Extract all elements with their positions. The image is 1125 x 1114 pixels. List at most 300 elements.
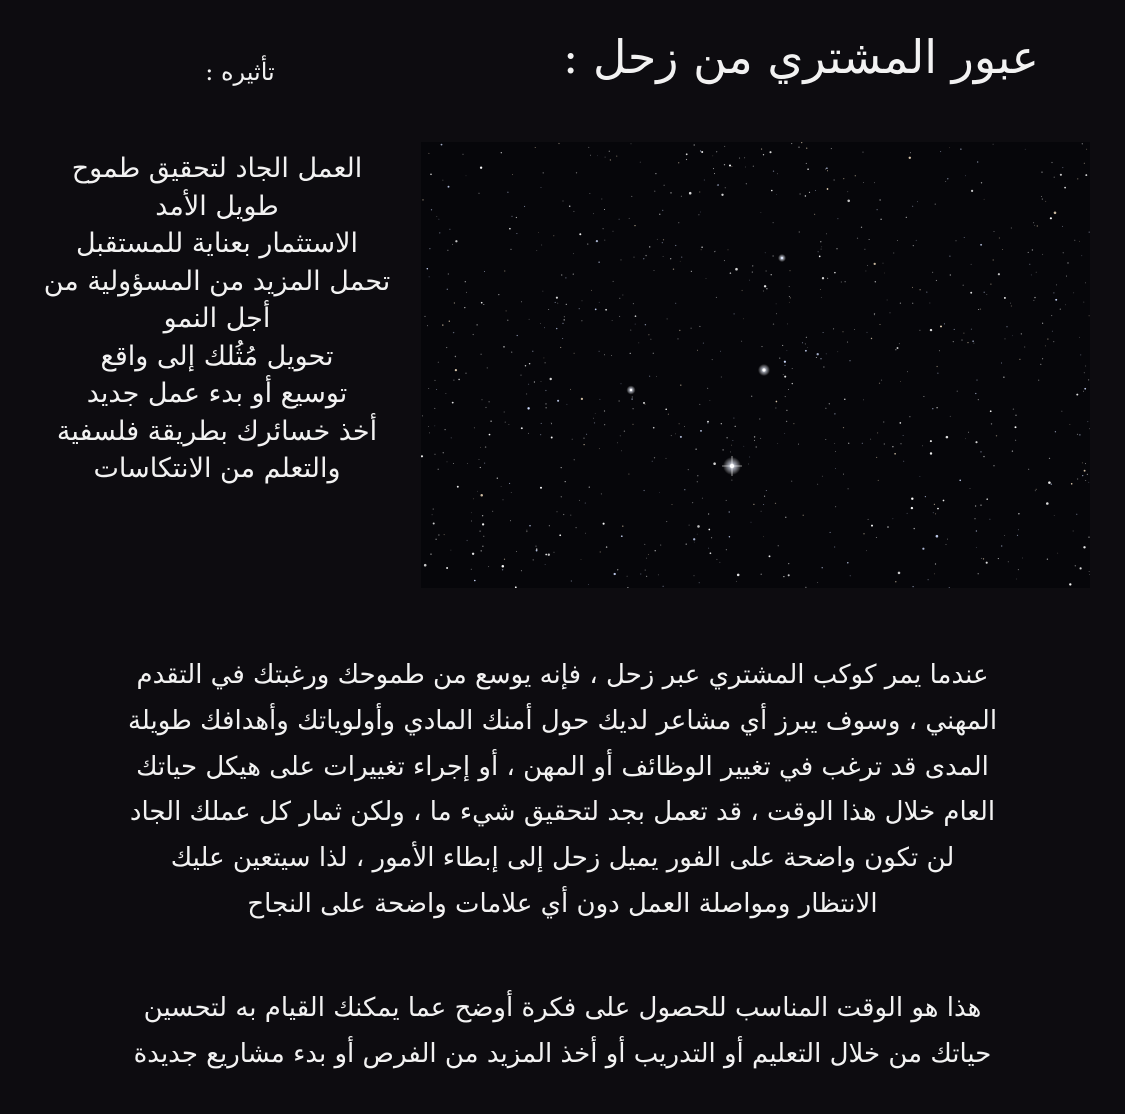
star <box>866 550 867 551</box>
star <box>453 380 454 381</box>
star <box>686 159 687 160</box>
star <box>753 504 754 505</box>
star <box>716 297 717 298</box>
star <box>604 410 605 411</box>
star <box>546 407 547 408</box>
star <box>570 515 571 516</box>
star <box>880 219 881 220</box>
star <box>1062 411 1063 412</box>
star <box>733 418 734 419</box>
star <box>429 432 430 433</box>
star <box>645 255 646 256</box>
star <box>1065 304 1066 305</box>
star <box>619 298 620 299</box>
star <box>961 340 962 341</box>
star <box>1063 252 1064 253</box>
star <box>717 184 718 185</box>
star <box>1074 240 1075 241</box>
star <box>627 576 628 577</box>
star <box>453 463 454 464</box>
star <box>935 513 936 514</box>
star <box>1075 565 1076 566</box>
star <box>1082 462 1083 463</box>
star <box>759 418 760 419</box>
star <box>911 507 913 509</box>
star <box>791 481 792 482</box>
star <box>666 458 667 459</box>
star <box>458 379 459 380</box>
star <box>954 329 955 330</box>
star <box>467 463 468 464</box>
star <box>842 331 843 332</box>
star <box>1054 177 1055 178</box>
star <box>703 343 704 344</box>
star <box>871 338 872 339</box>
star <box>726 437 727 438</box>
star <box>431 209 432 210</box>
star <box>663 586 664 587</box>
star <box>498 294 499 295</box>
star <box>699 404 700 405</box>
star <box>551 423 552 424</box>
star <box>655 550 656 551</box>
star <box>911 497 913 499</box>
star <box>713 462 716 465</box>
star <box>874 314 875 315</box>
star <box>452 402 454 404</box>
star <box>785 517 786 518</box>
star <box>986 562 988 564</box>
star <box>604 240 605 241</box>
star <box>573 253 574 254</box>
star <box>684 426 685 427</box>
star <box>663 256 664 257</box>
star <box>792 383 793 384</box>
star <box>826 233 827 234</box>
star <box>707 421 709 423</box>
star <box>983 558 984 559</box>
star <box>504 270 505 271</box>
star <box>1080 567 1082 569</box>
star <box>998 558 999 559</box>
star <box>726 549 727 550</box>
star <box>681 196 682 197</box>
star <box>692 502 693 503</box>
star <box>521 375 522 376</box>
star <box>900 381 901 382</box>
star <box>650 339 651 340</box>
star <box>928 579 929 580</box>
star <box>483 304 484 305</box>
star <box>786 410 787 411</box>
star <box>1076 394 1078 396</box>
star <box>913 245 914 246</box>
star <box>817 484 818 485</box>
star <box>535 545 536 546</box>
star <box>654 191 655 192</box>
star <box>544 327 545 328</box>
star <box>556 297 558 299</box>
star <box>701 151 703 153</box>
star <box>734 313 735 314</box>
star <box>1053 341 1054 342</box>
star <box>572 439 573 440</box>
star <box>548 309 549 310</box>
star <box>557 303 558 304</box>
star <box>511 352 512 353</box>
star <box>1089 231 1090 232</box>
star <box>640 162 641 163</box>
star <box>847 342 848 343</box>
star <box>646 576 647 577</box>
star <box>663 239 664 240</box>
star <box>504 411 505 412</box>
star <box>697 534 698 535</box>
star <box>511 492 512 493</box>
star <box>861 227 862 228</box>
star <box>704 180 705 181</box>
star <box>925 496 926 497</box>
star <box>1006 326 1007 327</box>
star <box>448 186 450 188</box>
star <box>449 321 450 322</box>
star <box>1028 469 1029 470</box>
star <box>512 174 513 175</box>
star <box>701 249 702 250</box>
star <box>771 190 773 192</box>
effect-line: الاستثمار بعناية للمستقبل <box>75 228 359 260</box>
star <box>869 239 870 240</box>
star <box>555 302 556 303</box>
star <box>700 150 701 151</box>
star <box>447 462 448 463</box>
star <box>708 513 709 514</box>
star <box>606 546 607 547</box>
star <box>922 445 923 446</box>
star <box>971 329 972 330</box>
star <box>1085 283 1086 284</box>
star <box>864 249 865 250</box>
star <box>930 452 932 454</box>
star <box>955 240 956 241</box>
star <box>914 528 915 529</box>
star <box>876 537 877 538</box>
star <box>777 443 778 444</box>
star <box>532 351 533 352</box>
star <box>816 357 817 358</box>
star <box>506 310 507 311</box>
star <box>1042 323 1043 324</box>
star <box>444 429 445 430</box>
star <box>430 174 432 176</box>
star <box>429 248 430 249</box>
star <box>845 281 846 282</box>
star <box>724 164 725 165</box>
star <box>453 332 454 333</box>
star <box>909 157 911 159</box>
star <box>653 427 655 429</box>
star <box>980 244 982 246</box>
star <box>644 544 645 545</box>
star <box>1051 484 1052 485</box>
star <box>697 481 698 482</box>
star <box>511 216 512 217</box>
star <box>545 403 546 404</box>
star <box>949 256 950 257</box>
star <box>761 212 762 213</box>
star <box>658 575 659 576</box>
star <box>560 347 561 348</box>
star <box>631 398 632 399</box>
star <box>444 534 445 535</box>
star <box>1029 264 1030 265</box>
star <box>998 273 1000 275</box>
star <box>443 452 444 453</box>
star <box>993 465 994 466</box>
star <box>467 540 468 541</box>
star <box>729 511 730 512</box>
star <box>788 389 789 390</box>
star <box>932 408 933 409</box>
star <box>850 575 851 576</box>
star <box>471 569 472 570</box>
star <box>553 552 554 553</box>
star <box>710 400 711 401</box>
star <box>594 422 595 423</box>
star <box>648 334 649 335</box>
star <box>570 389 571 390</box>
star <box>863 533 864 534</box>
star <box>761 511 762 512</box>
star <box>1003 377 1004 378</box>
star <box>649 376 650 377</box>
star <box>1042 358 1043 359</box>
star <box>599 302 600 303</box>
star <box>612 320 613 321</box>
star <box>667 318 668 319</box>
star <box>708 548 709 549</box>
starfield-svg <box>421 142 1090 588</box>
star <box>1083 391 1084 392</box>
star <box>516 217 517 218</box>
star <box>990 283 991 284</box>
star <box>659 214 660 215</box>
star <box>999 238 1000 239</box>
star <box>847 488 848 489</box>
star <box>899 343 900 344</box>
star <box>721 423 722 424</box>
star <box>697 475 698 476</box>
star <box>1011 228 1012 229</box>
star <box>673 269 674 270</box>
star <box>754 440 755 441</box>
star <box>583 444 584 445</box>
star <box>497 478 498 479</box>
star <box>540 434 541 435</box>
star <box>731 166 732 167</box>
star <box>543 172 544 173</box>
star <box>785 396 786 397</box>
star <box>1081 255 1082 256</box>
star <box>446 393 447 394</box>
star <box>833 328 834 329</box>
star <box>837 351 838 352</box>
star <box>946 436 949 439</box>
star <box>773 323 774 324</box>
effects-list <box>26 150 408 488</box>
star <box>939 350 940 351</box>
star <box>648 554 649 555</box>
star <box>989 519 990 520</box>
star <box>933 512 934 513</box>
star <box>644 490 645 491</box>
star <box>565 277 566 278</box>
star <box>439 232 440 233</box>
star <box>1018 529 1019 530</box>
star <box>730 451 731 452</box>
star <box>1004 297 1006 299</box>
star <box>662 210 663 211</box>
star <box>1028 252 1029 253</box>
star <box>538 232 539 233</box>
star <box>484 463 485 464</box>
star <box>943 500 945 502</box>
star <box>763 536 764 537</box>
star <box>934 574 935 575</box>
star <box>576 172 577 173</box>
star <box>978 573 979 574</box>
star <box>731 445 732 446</box>
star <box>887 300 888 301</box>
star <box>441 144 443 146</box>
star <box>657 239 658 240</box>
star <box>903 461 904 462</box>
star <box>820 289 821 290</box>
star <box>632 424 633 425</box>
star <box>1077 479 1078 480</box>
star <box>671 435 672 436</box>
star <box>1055 431 1056 432</box>
star <box>867 265 868 266</box>
star <box>1085 480 1086 481</box>
star <box>429 277 430 278</box>
star <box>805 587 806 588</box>
star <box>492 511 493 512</box>
star <box>427 268 428 269</box>
star <box>465 281 466 282</box>
effect-line: أخذ خسائرك بطريقة فلسفية <box>56 415 378 447</box>
star <box>621 450 622 451</box>
star <box>507 320 508 321</box>
star <box>1079 337 1080 338</box>
star <box>1015 440 1016 441</box>
star <box>818 251 819 252</box>
star <box>919 289 920 290</box>
star <box>714 173 715 174</box>
star <box>963 333 964 334</box>
star <box>621 383 622 384</box>
star <box>890 313 891 314</box>
star <box>1024 346 1025 347</box>
star <box>936 535 939 538</box>
star <box>670 258 671 259</box>
star <box>516 233 517 234</box>
paragraph-line: هذا هو الوقت المناسب للحصول على فكرة أوضح عما يمكنك القيام به لتحسين <box>143 993 982 1023</box>
star <box>827 278 828 279</box>
star <box>775 408 776 409</box>
star <box>698 214 699 215</box>
star <box>590 155 591 156</box>
star <box>1073 531 1074 532</box>
star <box>563 514 564 515</box>
paragraph-line: المدى قد ترغب في تغيير الوظائف أو المهن ، أو إجراء تغييرات على هيكل حياتك <box>136 751 989 782</box>
star <box>501 152 502 153</box>
star <box>763 504 764 505</box>
star <box>743 318 744 319</box>
star <box>919 330 920 331</box>
star <box>806 163 807 164</box>
star <box>621 259 622 260</box>
star <box>895 349 896 350</box>
star <box>672 504 673 505</box>
star <box>893 253 894 254</box>
star <box>917 201 918 202</box>
star <box>654 457 655 458</box>
star <box>790 297 791 298</box>
star <box>1071 483 1073 485</box>
star <box>633 303 634 304</box>
star <box>1031 274 1032 275</box>
star <box>1088 482 1089 483</box>
paragraph-line: حياتك من خلال التعليم أو التدريب أو أخذ المزيد من الفرص أو بدء مشاريع جديدة <box>133 1038 992 1069</box>
effect-line: والتعلم من الانتكاسات <box>93 453 341 485</box>
star <box>693 538 695 540</box>
star <box>549 525 550 526</box>
star <box>991 423 992 424</box>
star <box>1040 364 1041 365</box>
star <box>483 536 484 537</box>
star <box>481 399 482 400</box>
star <box>525 365 526 366</box>
star <box>473 498 474 499</box>
star <box>903 435 904 436</box>
page-title: عبور المشتري من زحل : <box>562 30 1039 84</box>
star <box>776 401 778 403</box>
star <box>1050 217 1052 219</box>
star <box>569 205 570 206</box>
star <box>1088 536 1089 537</box>
star <box>1060 309 1061 310</box>
star <box>544 362 545 363</box>
star <box>830 532 831 533</box>
star <box>916 240 917 241</box>
star <box>761 149 762 150</box>
star <box>751 396 752 397</box>
star <box>455 369 457 371</box>
star <box>574 353 575 354</box>
star <box>561 496 562 497</box>
starfield-image <box>421 142 1090 588</box>
star <box>737 574 740 577</box>
star <box>935 204 936 205</box>
star <box>464 307 465 308</box>
star <box>438 469 439 470</box>
star <box>457 486 459 488</box>
star <box>528 433 529 434</box>
star <box>801 142 802 143</box>
star <box>875 281 876 282</box>
star <box>604 424 605 425</box>
